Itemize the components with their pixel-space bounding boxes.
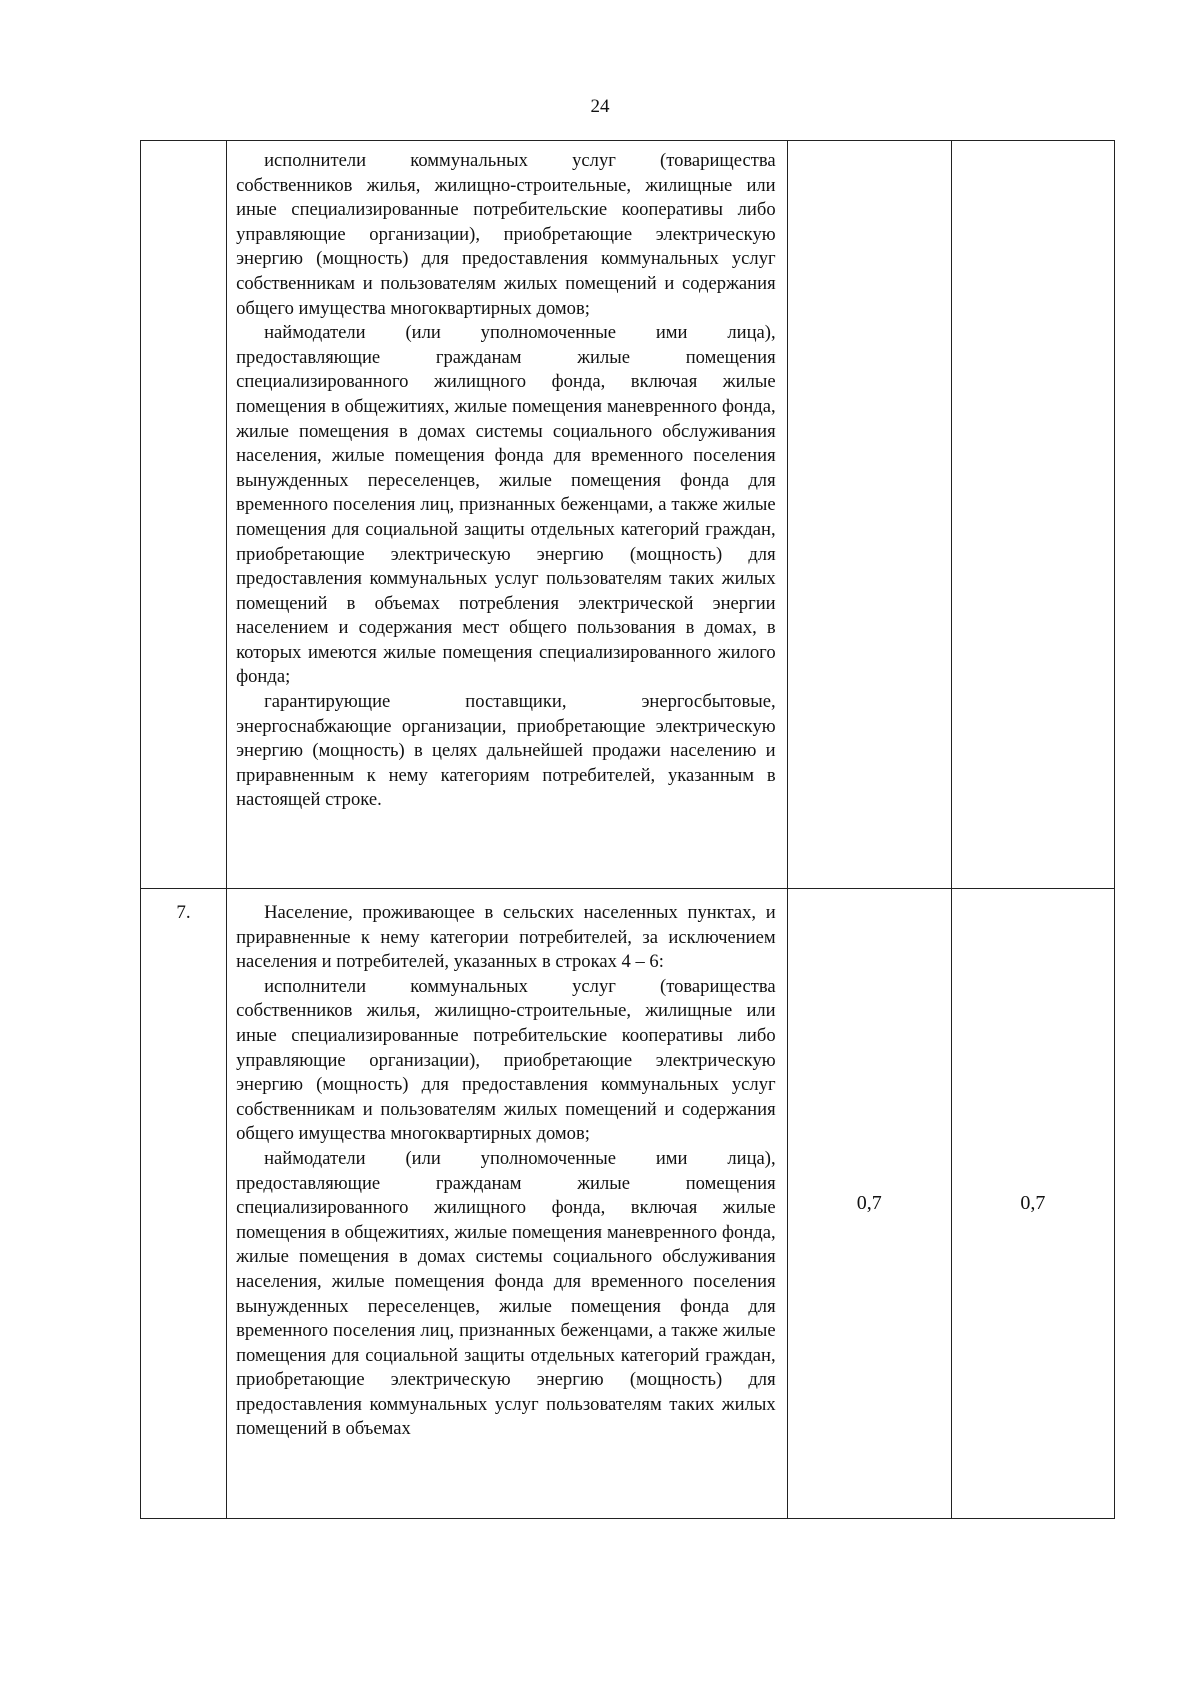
- value-cell-2: 0,7: [951, 889, 1114, 1519]
- paragraph-landlords: наймодатели (или уполномоченные ими лица), предоставляющие гражданам жилые помещения специализированного жилищного фонда, включая жилые помещения в общежитиях, жилые помещения маневренного фонда, жилые помещения в домах системы социального обслуживания населения, жилые помещения фонда для временного поселения вынужденных переселенцев, жилые помещения фонда для временного поселения лиц, признанных беженцами, а также жилые помещения для социальной защиты отдельных категорий граждан, приобретающие электрическую энергию (мощность) для предоставления коммунальных услуг пользователям таких жилых помещений в объемах: [236, 1147, 776, 1440]
- value-cell-empty-2: [951, 141, 1114, 889]
- row-description-cell: [227, 889, 788, 1519]
- value-cell-empty-1: [787, 141, 951, 889]
- paragraph-rural-population: Население, проживающее в сельских населенных пунктах, и приравненные к нему категории потребителей, за исключением населения и потребителей, указанных в строках 4 – 6:: [236, 902, 776, 973]
- page-number: 24: [590, 96, 610, 117]
- value-cell-1: 0,7: [787, 889, 951, 1519]
- tariff-coefficients-table: [140, 140, 1115, 1519]
- paragraph-landlords: наймодатели (или уполномоченные ими лица), предоставляющие гражданам жилые помещения специализированного жилищного фонда, включая жилые помещения в общежитиях, жилые помещения маневренного фонда, жилые помещения в домах системы социального обслуживания населения, жилые помещения фонда для временного поселения вынужденных переселенцев, жилые помещения фонда для временного поселения лиц, признанных беженцами, а также жилые помещения для социальной защиты отдельных категорий граждан, приобретающие электрическую энергию (мощность) для предоставления коммунальных услуг пользователям таких жилых помещений в объемах потребления электрической энергии населением и содержания мест общего пользования в домах, в которых имеются жилые помещения специализированного жилого фонда;: [236, 322, 776, 688]
- row-number-cell-empty: [141, 141, 227, 889]
- row-number-cell: 7.: [141, 889, 227, 1519]
- paragraph-suppliers: гарантирующие поставщики, энергосбытовые, энергоснабжающие организации, приобретающие электрическую энергию (мощность) в целях дальнейшей продажи населению и приравненным к нему категориям потребителей, указанным в настоящей строке.: [236, 691, 776, 811]
- paragraph-utility-providers: исполнители коммунальных услуг (товарищества собственников жилья, жилищно-строительные, жилищные или иные специализированные потребительские кооперативы либо управляющие организации), приобретающие электрическую энергию (мощность) для предоставления коммунальных услуг собственникам и пользователям жилых помещений и содержания общего имущества многоквартирных домов;: [236, 150, 776, 319]
- table-row-continued: [141, 141, 1115, 889]
- paragraph-utility-providers: исполнители коммунальных услуг (товарищества собственников жилья, жилищно-строительные, жилищные или иные специализированные потребительские кооперативы либо управляющие организации), приобретающие электрическую энергию (мощность) для предоставления коммунальных услуг собственникам и пользователям жилых помещений и содержания общего имущества многоквартирных домов;: [236, 975, 776, 1145]
- row-description-cell: [227, 141, 788, 889]
- table-row-7: [141, 889, 1115, 1519]
